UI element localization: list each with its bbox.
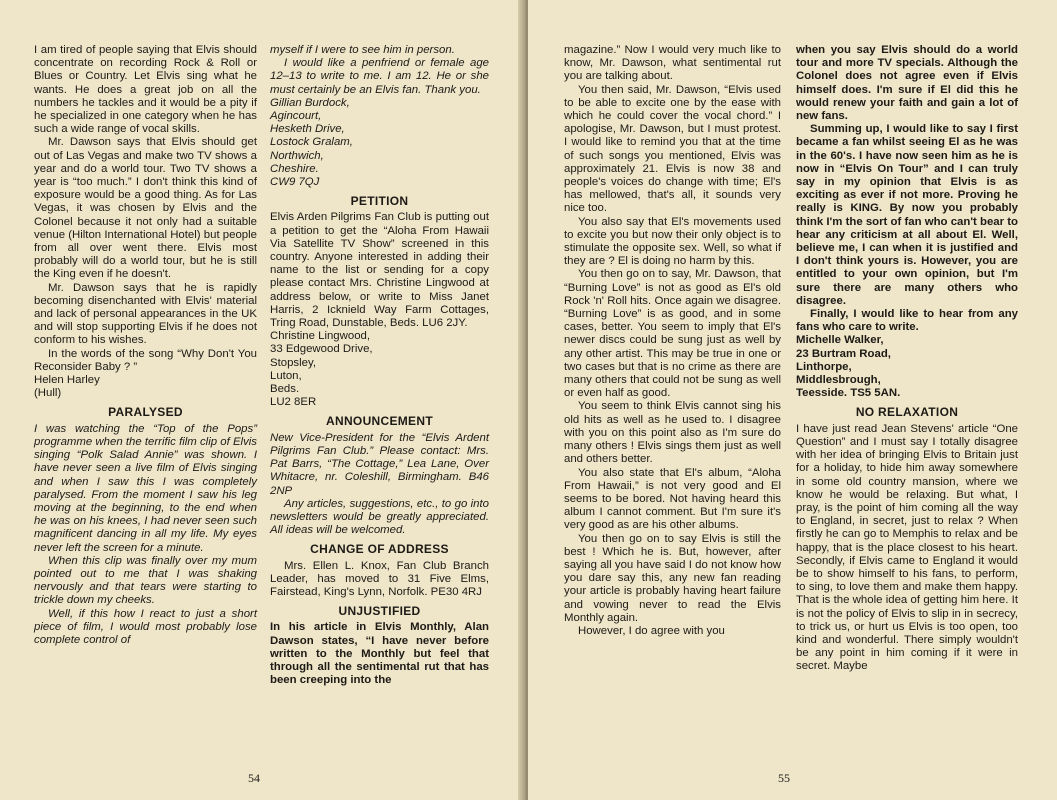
unjustified-paragraph: Finally, I would like to hear from any fans who care to write. [796,308,1018,334]
address-line: Stopsley, [270,356,317,369]
right-column-1 [564,44,781,638]
left-page [0,0,524,800]
penfriend-request: I would like a penfriend or female age 12–13 to write to me. I am 12. He or she must certainly be an Elvis fan. Thank you. [270,57,489,96]
page-number: 54 [248,771,260,785]
unjustified-paragraph: You also state that El's album, “Aloha From Hawaii,” is not very good and El seems to be bored. Not having heard this album I cannot comment. But I'm sure it's very good as are his other albums. [564,466,781,532]
address-line: Beds. [270,383,300,396]
letter-paragraph: Mr. Dawson says that he is rapidly becoming disenchanted with Elvis' material and lack of personal appearances in the UK and will stop supporting Elvis if he does not conform to his wishes. [34,281,257,347]
letter-paragraph: I am tired of people saying that Elvis should concentrate on recording Rock & Roll or Blues or Country. Let Elvis sing what he wants. He does a great job on all the numbers he tackles and it would be a pity if he specialized in one category when he has such a wide range of vocal skills. [34,44,257,136]
address-line: Middlesbrough, [796,374,881,387]
address-line: 33 Edgewood Drive, [270,343,373,356]
address-line: Northwich, [270,149,324,162]
address-line: CW9 7QJ [270,176,320,189]
heading-petition: PETITION [350,194,409,209]
heading-change-of-address: CHANGE OF ADDRESS [310,542,449,557]
paralysed-paragraph: Well, if this how I react to just a short piece of film, I would most probably lose complete control of [34,607,257,646]
address-line: Teesside. TS5 5AN. [796,387,901,400]
paralysed-paragraph: I was watching the “Top of the Pops” programme when the terrific film clip of Elvis singing “Polk Salad Annie” was shown. I have never seen a live film of Elvis singing and when I saw this I was completely paralysed. From the moment I saw his leg moving at the beginning, to the end when he was on his knees, I had never seen such magnificent dancing in all my life. My eyes never left the screen for a minute. [34,422,257,554]
address-line: Cheshire. [270,162,319,175]
unjustified-paragraph: You then go on to say Elvis is still the best ! Which he is. But, however, after saying all you have said I do not know how you dare say this, any new fan reading your article is probably having heart failure and vowing never to read the Elvis Monthly again. [564,532,781,624]
signature-town: (Hull) [34,387,62,400]
address-line: 23 Burtram Road, [796,347,891,360]
paralysed-paragraph-end: myself if I were to see him in person. [270,44,455,56]
unjustified-paragraph: However, I do agree with you [578,624,725,637]
address-line: Gillian Burdock, [270,96,350,109]
no-relaxation-paragraph: I have just read Jean Stevens' article “One Question” and I must say I totally disagree with her idea of bringing Elvis to Britain just for a holiday, to hide him away somewhere in some old country mansion, where we know he would be relaxing. But what, I pray, is the point of him coming all the way to England, in secret, just to relax ? When firstly he can go to Memphis to relax and be happy, that is the place closest to his heart. Secondly, if Elvis came to England it would be to show himself to his fans, to perform, to sing, to love them and make them happy. That is the whole idea of getting him here. It is not the policy of Elvis to slip in in secrecy, to trick us, or hurt us Elvis is too open, too kind and wonderful. There simply wouldn't be any point in him coming if it were in secret. Maybe [796,422,1018,673]
unjustified-paragraph: You seem to think Elvis cannot sing his old hits as well as he used to. I disagree with you on this point also as I'm sure do many others ! Elvis sings them just as well and others better. [564,400,781,466]
letter-paragraph: In the words of the song “Why Don't You Reconsider Baby ? ” [34,347,257,373]
announcement-paragraph: New Vice-President for the “Elvis Ardent Pilgrims Fan Club.” Please contact: Mrs. Pat Barrs, “The Cottage,” Lea Lane, Over Whitacre, nr. Coleshill, Birmingham. B46 2NP [270,431,489,497]
address-line: Luton, [270,369,302,382]
unjustified-paragraph: You then said, Mr. Dawson, “Elvis used to be able to excite one by the ease with which he could cover the vocal chord.” I apologise, Mr. Dawson, but I must protest. I would like to remind you that at the time of such songs you mentioned, Elvis was approximately 21. Elvis is now 38 and people's voices do change with time; El's has mellowed, that's all, it sounds very nice too. [564,83,781,215]
address-line: Linthorpe, [796,360,852,373]
heading-paralysed: PARALYSED [108,405,183,420]
unjustified-paragraph: You then go on to say, Mr. Dawson, that “Burning Love” is not as good as El's old Rock 'n' Roll hits. Once again we disagree. “Burning Love” is as good, and in some cases, better. You seem to imply that El's newer discs could be sung just as well by any other artist. This may be true in one or two cases but that is no crime as there are many others that could not be sung as well or even half as good. [564,268,781,400]
announcement-paragraph: Any articles, suggestions, etc., to go into newsletters would be greatly appreciated. All ideas will be welcomed. [270,497,489,537]
address-line: Lostock Gralam, [270,136,353,149]
change-of-address-paragraph: Mrs. Ellen L. Knox, Fan Club Branch Leader, has moved to 31 Five Elms, Fairstead, King's Lynn, Norfolk. PE30 4RJ [270,559,489,598]
page-number: 55 [778,771,790,785]
address-line: LU2 8ER [270,396,317,409]
address-line: Agincourt, [270,110,322,123]
unjustified-paragraph: In his article in Elvis Monthly, Alan Dawson states, “I have never before written to the Monthly but feel that through all the sentimental rut that has been creeping into the [270,621,489,687]
address-line: Michelle Walker, [796,334,884,347]
address-line: Christine Lingwood, [270,330,371,343]
right-column-2 [796,44,1018,674]
heading-no-relaxation: NO RELAXATION [855,405,959,420]
heading-announcement: ANNOUNCEMENT [326,414,433,429]
unjustified-paragraph: when you say Elvis should do a world tour and more TV specials. Although the Colonel does not agree even if Elvis himself does. I'm sure if El did this he would renew your faith and gain a lot of new fans. [796,44,1018,123]
unjustified-paragraph: Summing up, I would like to say I first became a fan whilst seeing El as he was in the 60's. I have now seen him as he is now in “Elvis On Tour” and I can truly say in my opinion that Elvis is as exciting as ever if not more. Proving he really is KING. By now you probably think I'm the sort of fan who can't bear to hear any criticism at all about El. Well, believe me, I can when it is justified and I don't think yours is. However, you are entitled to your own opinion, but I'm sure there are many others who disagree. [796,123,1018,307]
heading-unjustified: UNJUSTIFIED [338,604,421,619]
left-column-1 [34,44,257,647]
signature-name: Helen Harley [34,374,100,387]
address-line: Hesketh Drive, [270,123,345,136]
left-column-2 [270,44,489,687]
right-page [528,0,1057,800]
petition-paragraph: Elvis Arden Pilgrims Fan Club is putting out a petition to get the “Aloha From Hawaii Via Satellite TV Show” screened in this country. Anyone interested in adding their name to the list or sending for a copy please contact Mrs. Christine Lingwood at address below, or write to Miss Janet Harris, 2 Icknield Way Farm Cottages, Tring Road, Dunstable, Beds. LU6 2JY. [270,211,489,330]
unjustified-paragraph: magazine.” Now I would very much like to know, Mr. Dawson, what sentimental rut you are talking about. [564,44,781,83]
unjustified-paragraph: You also say that El's movements used to excite you but now their only object is to stimulate the opposite sex. Well, so what if they are ? El is doing no harm by this. [564,215,781,268]
letter-paragraph: Mr. Dawson says that Elvis should get out of Las Vegas and make two TV shows a year and do a world tour. Two TV shows a year is “too much.” I don't think this kind of exposure would be a good thing. As for Las Vegas, it was chosen by Elvis and the Colonel because it not only had a suitable venue (Hilton International Hotel) but people from all over went there. Elvis most probably will do a world tour, but he is still the King even if he doesn't. [34,136,257,281]
paralysed-paragraph: When this clip was finally over my mum pointed out to me that I was shaking nervously and that tears were starting to trickle down my cheeks. [34,554,257,607]
